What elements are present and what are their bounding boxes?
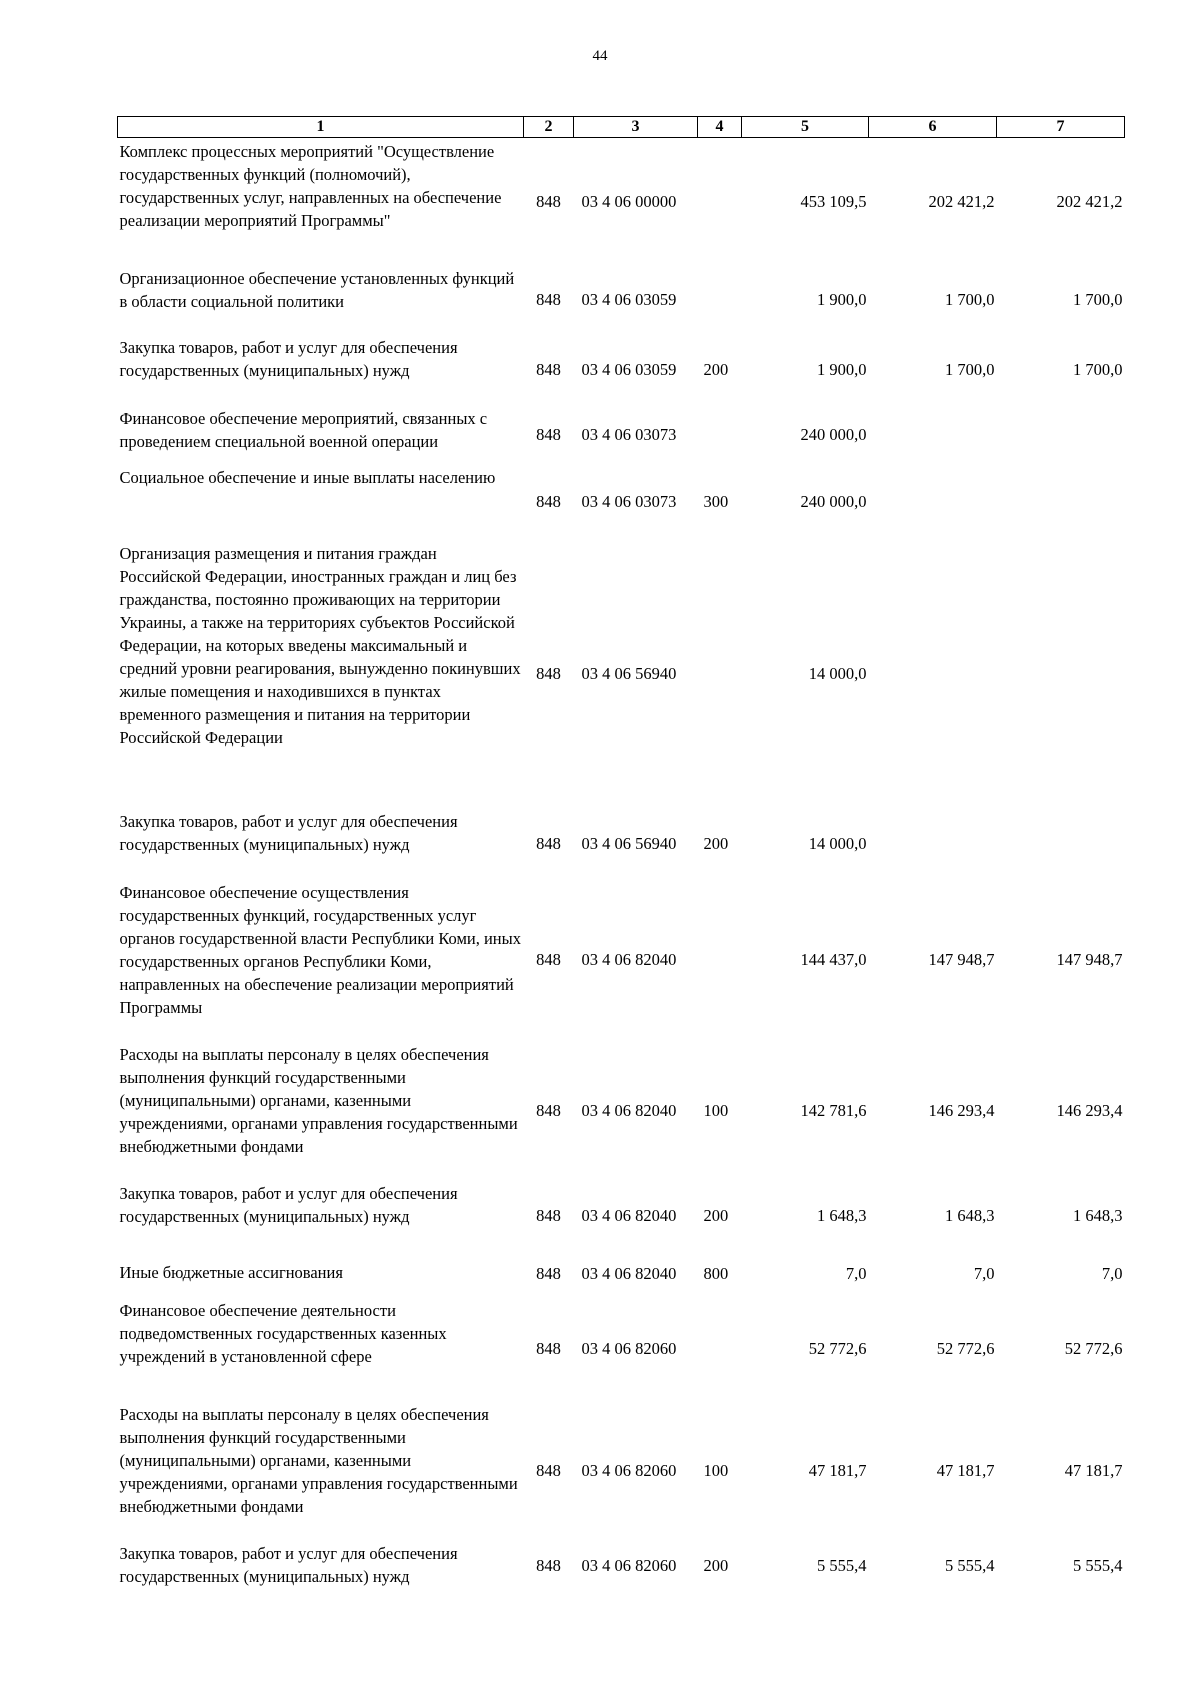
row-ministry: 848: [536, 359, 561, 379]
row-vr: 800: [703, 1264, 729, 1283]
row-year2: 5 555,4: [945, 1556, 995, 1575]
row-csr: 03 4 06 56940: [581, 833, 677, 853]
row-ministry: 848: [536, 664, 561, 683]
row-year1: 1 900,0: [817, 289, 867, 309]
table-row: [118, 1297, 1125, 1401]
table-row: [118, 1180, 1125, 1251]
row-year1: 47 181,7: [808, 1460, 867, 1480]
row-name: Финансовое обеспечение осуществления государственных функций, государственных услуг органов государственной власти Республики Коми, иных государственных органов Республики Коми, направленных на обеспечение реализации мероприятий Программы: [119, 882, 521, 1017]
table-row: [118, 1251, 1125, 1297]
row-vr: [698, 405, 742, 464]
row-csr: 03 4 06 82060: [581, 1339, 677, 1358]
table-row: [118, 879, 1125, 1041]
row-csr: 03 4 06 03073: [581, 492, 677, 511]
header-row: [118, 117, 1125, 138]
row-year3: 52 772,6: [1064, 1339, 1123, 1358]
row-year1: 142 781,6: [800, 1100, 867, 1120]
row-year3: 202 421,2: [1056, 191, 1123, 211]
row-vr: 200: [703, 833, 729, 853]
row-year1: 52 772,6: [808, 1339, 867, 1358]
table-row: [118, 138, 1125, 265]
row-year1: 1 900,0: [817, 359, 867, 379]
row-ministry: 848: [536, 833, 561, 853]
row-csr: 03 4 06 82040: [581, 950, 677, 969]
table-row: [118, 1041, 1125, 1180]
row-csr: 03 4 06 82040: [581, 1264, 677, 1283]
row-year1: 1 648,3: [817, 1205, 867, 1225]
table-row: [118, 808, 1125, 879]
row-year2: 202 421,2: [928, 191, 995, 211]
row-name: Организационное обеспечение установленных функций в области социальной политики: [119, 268, 515, 311]
row-year1: 5 555,4: [817, 1556, 867, 1575]
row-year3: 5 555,4: [1073, 1556, 1123, 1575]
row-year3: 147 948,7: [1056, 950, 1123, 969]
row-ministry: 848: [536, 1100, 561, 1120]
row-csr: 03 4 06 56940: [581, 664, 677, 683]
row-ministry: 848: [536, 191, 561, 211]
row-vr: [698, 138, 742, 265]
row-year1: 240 000,0: [800, 424, 867, 444]
row-year1: 14 000,0: [808, 664, 867, 683]
row-name: Закупка товаров, работ и услуг для обеспечения государственных (муниципальных) нужд: [119, 1543, 458, 1586]
row-year2: [869, 464, 997, 540]
row-name: Закупка товаров, работ и услуг для обеспечения государственных (муниципальных) нужд: [119, 811, 458, 854]
row-year2: [869, 808, 997, 879]
row-year3: 47 181,7: [1064, 1460, 1123, 1480]
row-ministry: 848: [536, 424, 561, 444]
row-vr: 100: [703, 1460, 729, 1480]
row-csr: 03 4 06 03073: [581, 424, 677, 444]
table-row: [118, 1401, 1125, 1540]
row-ministry: 848: [536, 1264, 561, 1283]
row-ministry: 848: [536, 289, 561, 309]
table-row: [118, 405, 1125, 464]
table-row: [118, 540, 1125, 808]
row-name: Расходы на выплаты персоналу в целях обеспечения выполнения функций государственными (муниципальными) органами, казенными учреждениями, органами управления государственными внебюджетными фондами: [119, 1404, 518, 1516]
row-name: Социальное обеспечение и иные выплаты населению: [119, 467, 496, 487]
row-year3: [997, 405, 1125, 464]
column-header: 5: [742, 117, 869, 138]
row-year2: 1 700,0: [945, 289, 995, 309]
row-csr: 03 4 06 00000: [581, 191, 677, 211]
row-year3: 1 700,0: [1073, 289, 1123, 309]
row-year1: 14 000,0: [808, 833, 867, 853]
row-ministry: 848: [536, 1460, 561, 1480]
row-year3: [997, 464, 1125, 540]
row-name: Закупка товаров, работ и услуг для обеспечения государственных (муниципальных) нужд: [119, 337, 458, 380]
row-csr: 03 4 06 03059: [581, 359, 677, 379]
column-header: 1: [118, 117, 524, 138]
row-year1: 240 000,0: [800, 492, 867, 511]
row-vr: [698, 1297, 742, 1401]
row-csr: 03 4 06 82060: [581, 1460, 677, 1480]
row-name: Финансовое обеспечение деятельности подведомственных государственных казенных учреждений в установленной сфере: [119, 1300, 447, 1366]
row-csr: 03 4 06 03059: [581, 289, 677, 309]
row-year2: 47 181,7: [936, 1460, 995, 1480]
row-year2: 7,0: [973, 1264, 995, 1283]
row-year3: 146 293,4: [1056, 1100, 1123, 1120]
table-row: [118, 464, 1125, 540]
row-name: Финансовое обеспечение мероприятий, связанных с проведением специальной военной операции: [119, 408, 488, 451]
row-vr: [698, 265, 742, 334]
column-header: 2: [524, 117, 574, 138]
row-name: Закупка товаров, работ и услуг для обеспечения государственных (муниципальных) нужд: [119, 1183, 458, 1226]
row-ministry: 848: [536, 950, 561, 969]
table-row: [118, 265, 1125, 334]
row-year1: 144 437,0: [800, 950, 867, 969]
row-year2: [869, 405, 997, 464]
budget-table: [117, 116, 1125, 1592]
table-row: [118, 1540, 1125, 1592]
row-year2: 146 293,4: [928, 1100, 995, 1120]
row-year2: 1 648,3: [945, 1205, 995, 1225]
row-ministry: 848: [536, 1339, 561, 1358]
row-year3: [997, 540, 1125, 808]
row-ministry: 848: [536, 1205, 561, 1225]
row-csr: 03 4 06 82060: [581, 1556, 677, 1575]
row-name: Комплекс процессных мероприятий "Осуществление государственных функций (полномочий), государственных услуг, направленных на обеспечение реализации мероприятий Программы": [119, 142, 502, 230]
column-header: 6: [869, 117, 997, 138]
row-name: Расходы на выплаты персоналу в целях обеспечения выполнения функций государственными (муниципальными) органами, казенными учреждениями, органами управления государственными внебюджетными фондами: [119, 1044, 518, 1156]
page-number: 44: [592, 48, 608, 64]
row-year3: [997, 808, 1125, 879]
row-year3: 1 700,0: [1073, 359, 1123, 379]
row-year2: 1 700,0: [945, 359, 995, 379]
row-year1: 7,0: [845, 1264, 867, 1283]
column-header: 3: [574, 117, 698, 138]
table-row: [118, 334, 1125, 405]
row-year1: 453 109,5: [800, 191, 867, 211]
row-ministry: 848: [536, 1556, 561, 1575]
row-vr: 100: [703, 1100, 729, 1120]
row-vr: [698, 879, 742, 1041]
row-year2: [869, 540, 997, 808]
row-ministry: 848: [536, 492, 561, 511]
row-vr: 200: [703, 359, 729, 379]
row-vr: 200: [703, 1556, 729, 1575]
row-vr: 200: [703, 1205, 729, 1225]
row-vr: [698, 540, 742, 808]
row-vr: 300: [703, 492, 729, 511]
row-year3: 1 648,3: [1073, 1205, 1123, 1225]
column-header: 7: [997, 117, 1125, 138]
row-csr: 03 4 06 82040: [581, 1205, 677, 1225]
row-name: Организация размещения и питания граждан Российской Федерации, иностранных граждан и лиц без гражданства, постоянно проживающих на территории Украины, а также на территориях субъектов Российской Федерации, на которых введены максимальный и средний уровни реагирования, вынужденно покинувших жилые помещения и находившихся в пунктах временного размещения и питания на территории Российской Федерации: [119, 543, 521, 747]
row-year2: 147 948,7: [928, 950, 995, 969]
row-year3: 7,0: [1101, 1264, 1123, 1283]
row-year2: 52 772,6: [936, 1339, 995, 1358]
column-header: 4: [698, 117, 742, 138]
row-name: Иные бюджетные ассигнования: [119, 1262, 343, 1282]
row-csr: 03 4 06 82040: [581, 1100, 677, 1120]
